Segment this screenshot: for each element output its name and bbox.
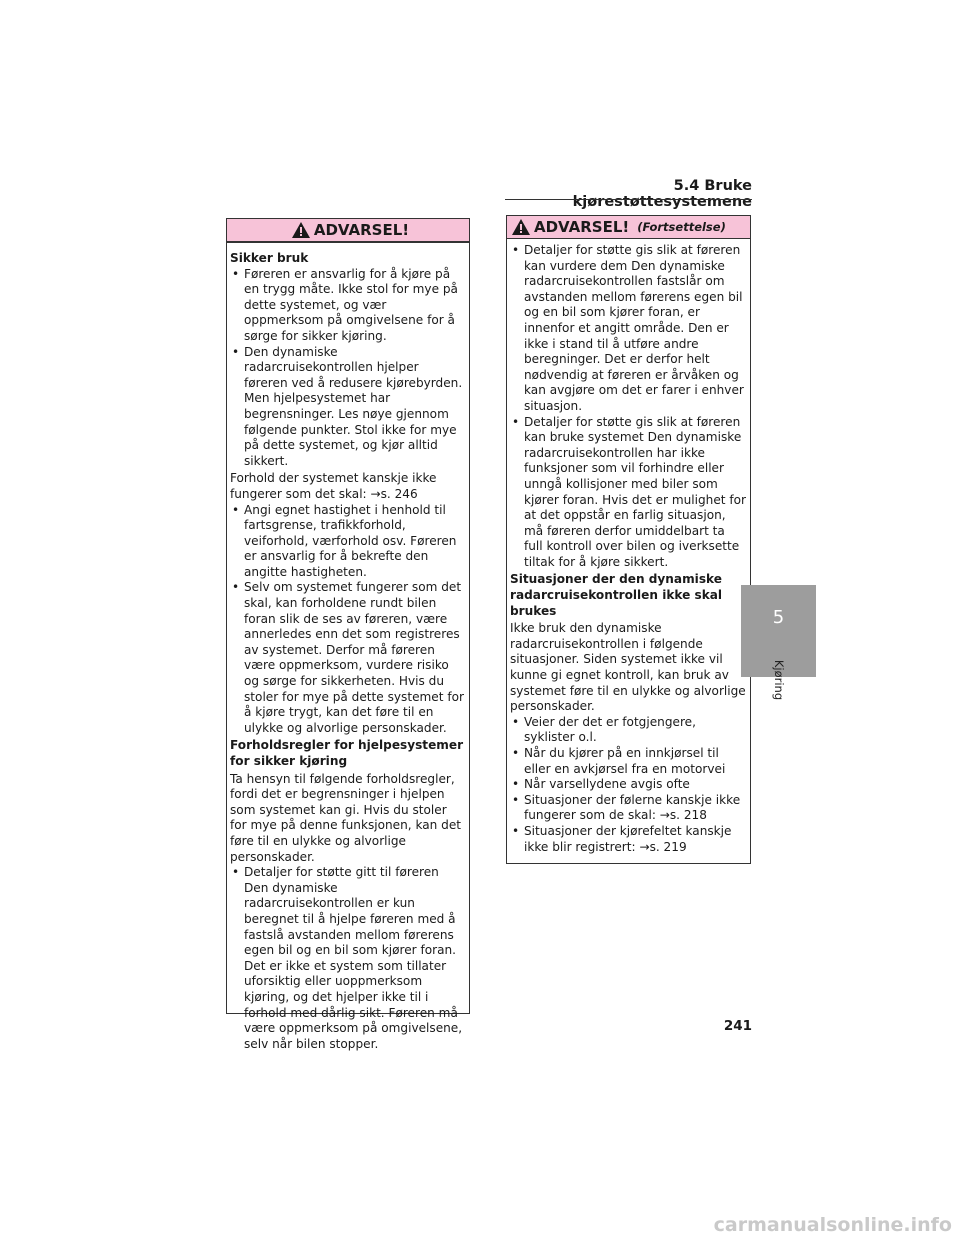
warning-triangle-icon	[511, 218, 531, 236]
continued-label: (Fortsettelse)	[637, 220, 726, 234]
bullet-list	[510, 243, 747, 570]
list-item: • Når du kjører på en innkjørsel til eller en avkjørsel fra en motorvei	[510, 746, 747, 777]
list-item: • Angi egnet hastighet i henhold til fartsgrense, trafikkforhold, veiforhold, værforhold osv. Føreren er ansvarlig for å bekrefte den angitte hastigheten.	[230, 503, 466, 581]
watermark: carmanualsonline.info	[713, 1214, 952, 1236]
header-rule	[505, 199, 752, 200]
subheading: Situasjoner der den dynamiske radarcruisekontrollen ikke skal brukes	[510, 572, 723, 618]
list-item: • Detaljer for støtte gis slik at føreren kan bruke systemet Den dynamiske radarcruisekontrollen har ikke funksjoner som vil forhindre eller unngå kollisjoner med biler som kjører foran. Hvis det er mulighet for at det oppstår en farlig situasjon, må føreren derfor umiddelbart ta full kontroll over bilen og iverksette tiltak for å kjøre sikkert.	[510, 415, 747, 571]
warning-box-header-continued	[507, 216, 750, 239]
list-item: • Situasjoner der følerne kanskje ikke fungerer som de skal: →s. 218	[510, 793, 747, 824]
list-item: • Situasjoner der kjørefeltet kanskje ikke blir registrert: →s. 219	[510, 824, 747, 855]
warning-box-body	[507, 239, 750, 855]
bullet-list	[230, 865, 466, 1052]
warning-box-right	[506, 215, 751, 864]
page-number: 241	[723, 1018, 752, 1034]
warning-box-body	[227, 243, 469, 1052]
list-item: • Den dynamiske radarcruisekontrollen hjelper føreren ved å redusere kjørebyrden. Men hjelpesystemet har begrensninger. Les nøye gjennom følgende punkter. Stol ikke for mye på dette systemet, og kjør alltid sikkert.	[230, 345, 466, 470]
chapter-number: 5	[772, 607, 785, 628]
paragraph: Forhold der systemet kanskje ikke fungerer som det skal: →s. 246	[230, 471, 437, 501]
section-title: 5.4 Bruke kjørestøttesystemene	[572, 178, 752, 210]
chapter-label: Kjøring	[772, 659, 787, 701]
bullet-list	[230, 503, 466, 737]
list-item: • Detaljer for støtte gitt til føreren Den dynamiske radarcruisekontrollen er kun beregnet til å hjelpe føreren med å fastslå avstanden mellom førerens egen bil og en bil som kjører foran. Det er ikke et system som tillater uforsiktig eller uoppmerksom kjøring, og det hjelper ikke til i forhold med dårlig sikt. Føreren må være oppmerksom på omgivelsene, selv når bilen stopper.	[230, 865, 466, 1052]
warning-box-left	[226, 218, 470, 1051]
list-item: • Selv om systemet fungerer som det skal, kan forholdene rundt bilen foran slik de ses av føreren, være annerledes enn det som registreres av systemet. Derfor må føreren være oppmerksom, vurdere risiko og sørge for sikkerheten. Hvis du stoler for mye på dette systemet for å kjøre trygt, kan det føre til en ulykke og alvorlige personskader.	[230, 580, 466, 736]
list-item: • Veier der det er fotgjengere, syklister o.l.	[510, 715, 747, 746]
bullet-list	[230, 267, 466, 470]
warning-box-header	[227, 219, 469, 243]
warning-heading: ADVARSEL!	[534, 218, 630, 236]
list-item: • Når varsellydene avgis ofte	[510, 777, 747, 793]
warning-triangle-icon	[291, 221, 311, 239]
paragraph: Ta hensyn til følgende forholdsregler, fordi det er begrensninger i hjelpen som systemet kan gi. Hvis du stoler for mye på denne funksjonen, kan det føre til en ulykke og alvorlige personskader.	[230, 771, 462, 864]
warning-heading: ADVARSEL!	[313, 221, 410, 239]
bullet-list	[510, 715, 747, 855]
subheading: Sikker bruk	[230, 251, 309, 265]
list-item: • Detaljer for støtte gis slik at føreren kan vurdere dem Den dynamiske radarcruisekontrollen fastslår om avstanden mellom førerens egen bil og en bil som kjører foran, er innenfor et angitt område. Den er ikke i stand til å utføre andre beregninger. Det er derfor helt nødvendig at føreren er årvåken og kan avgjøre om det er farer i enhver situasjon.	[510, 243, 747, 415]
subheading: Forholdsregler for hjelpesystemer for sikker kjøring	[230, 738, 464, 768]
chapter-side-label	[769, 640, 789, 720]
list-item: • Føreren er ansvarlig for å kjøre på en trygg måte. Ikke stol for mye på dette systemet, og vær oppmerksom på omgivelsene for å sørge for sikker kjøring.	[230, 267, 466, 345]
paragraph: Ikke bruk den dynamiske radarcruisekontrollen i følgende situasjoner. Siden systemet ikke vil kunne gi egnet kontroll, kan bruk av systemet føre til en ulykke og alvorlige personskader.	[510, 621, 746, 714]
